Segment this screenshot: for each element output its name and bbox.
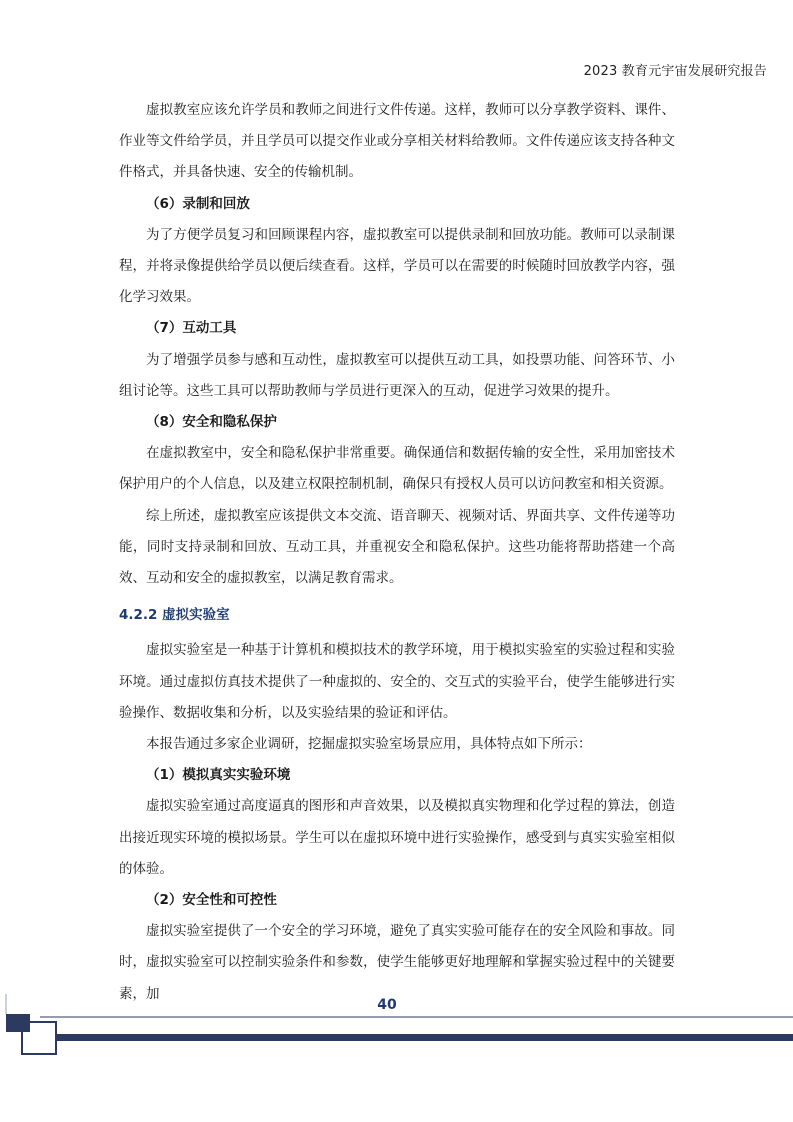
subheading: （2）安全性和可控性 bbox=[146, 892, 277, 909]
paragraph: 虚拟教室应该允许学员和教师之间进行文件传递。这样，教师可以分享教学资料、课件、作业等文件给学员，并且学员可以提交作业或分享相关材料给教师。文件传递应该支持各种文件格式，并具备快速、安全的传输机制。 bbox=[119, 102, 675, 181]
subheading: （6）录制和回放 bbox=[146, 195, 250, 212]
page-number: 40 bbox=[377, 997, 397, 1013]
paragraph: 虚拟实验室通过高度逼真的图形和声音效果，以及模拟真实物理和化学过程的算法，创造出接近现实环境的模拟场景。学生可以在虚拟环境中进行实验操作，感受到与真实实验室相似的体验。 bbox=[119, 798, 675, 877]
header-title: 2023 教育元宇宙发展研究报告 bbox=[583, 64, 767, 79]
paragraph: 在虚拟教室中，安全和隐私保护非常重要。确保通信和数据传输的安全性，采用加密技术保护用户的个人信息，以及建立权限控制机制，确保只有授权人员可以访问教室和相关资源。 bbox=[119, 445, 675, 493]
subheading: （8）安全和隐私保护 bbox=[146, 414, 277, 431]
section-heading: 4.2.2 虚拟实验室 bbox=[119, 607, 230, 624]
document-body bbox=[119, 95, 675, 1010]
paragraph: 虚拟实验室是一种基于计算机和模拟技术的教学环境，用于模拟实验室的实验过程和实验环境。通过虚拟仿真技术提供了一种虚拟的、安全的、交互式的实验平台，使学生能够进行实验操作、数据收集和分析，以及实验结果的验证和评估。 bbox=[119, 642, 675, 721]
paragraph: 为了增强学员参与感和互动性，虚拟教室可以提供互动工具，如投票功能、问答环节、小组讨论等。这些工具可以帮助教师与学员进行更深入的互动，促进学习效果的提升。 bbox=[119, 351, 675, 399]
subheading: （1）模拟真实实验环境 bbox=[146, 767, 291, 784]
paragraph: 综上所述，虚拟教室应该提供文本交流、语音聊天、视频对话、界面共享、文件传递等功能，同时支持录制和回放、互动工具，并重视安全和隐私保护。这些功能将帮助搭建一个高效、互动和安全的虚拟教室，以满足教育需求。 bbox=[119, 507, 675, 587]
paragraph: 为了方便学员复习和回顾课程内容，虚拟教室可以提供录制和回放功能。教师可以录制课程，并将录像提供给学员以便后续查看。这样，学员可以在需要的时候随时回放教学内容，强化学习效果。 bbox=[119, 226, 675, 306]
footer-thick-bar bbox=[56, 1034, 793, 1041]
paragraph: 本报告通过多家企业调研，挖掘虚拟实验室场景应用，具体特点如下所示： bbox=[146, 736, 592, 753]
paragraph: 虚拟实验室提供了一个安全的学习环境，避免了真实实验可能存在的安全风险和事故。同时，虚拟实验室可以控制实验条件和参数，使学生能够更好地理解和掌握实验过程中的关键要素，加 bbox=[119, 923, 675, 1002]
subheading: （7）互动工具 bbox=[146, 320, 237, 337]
